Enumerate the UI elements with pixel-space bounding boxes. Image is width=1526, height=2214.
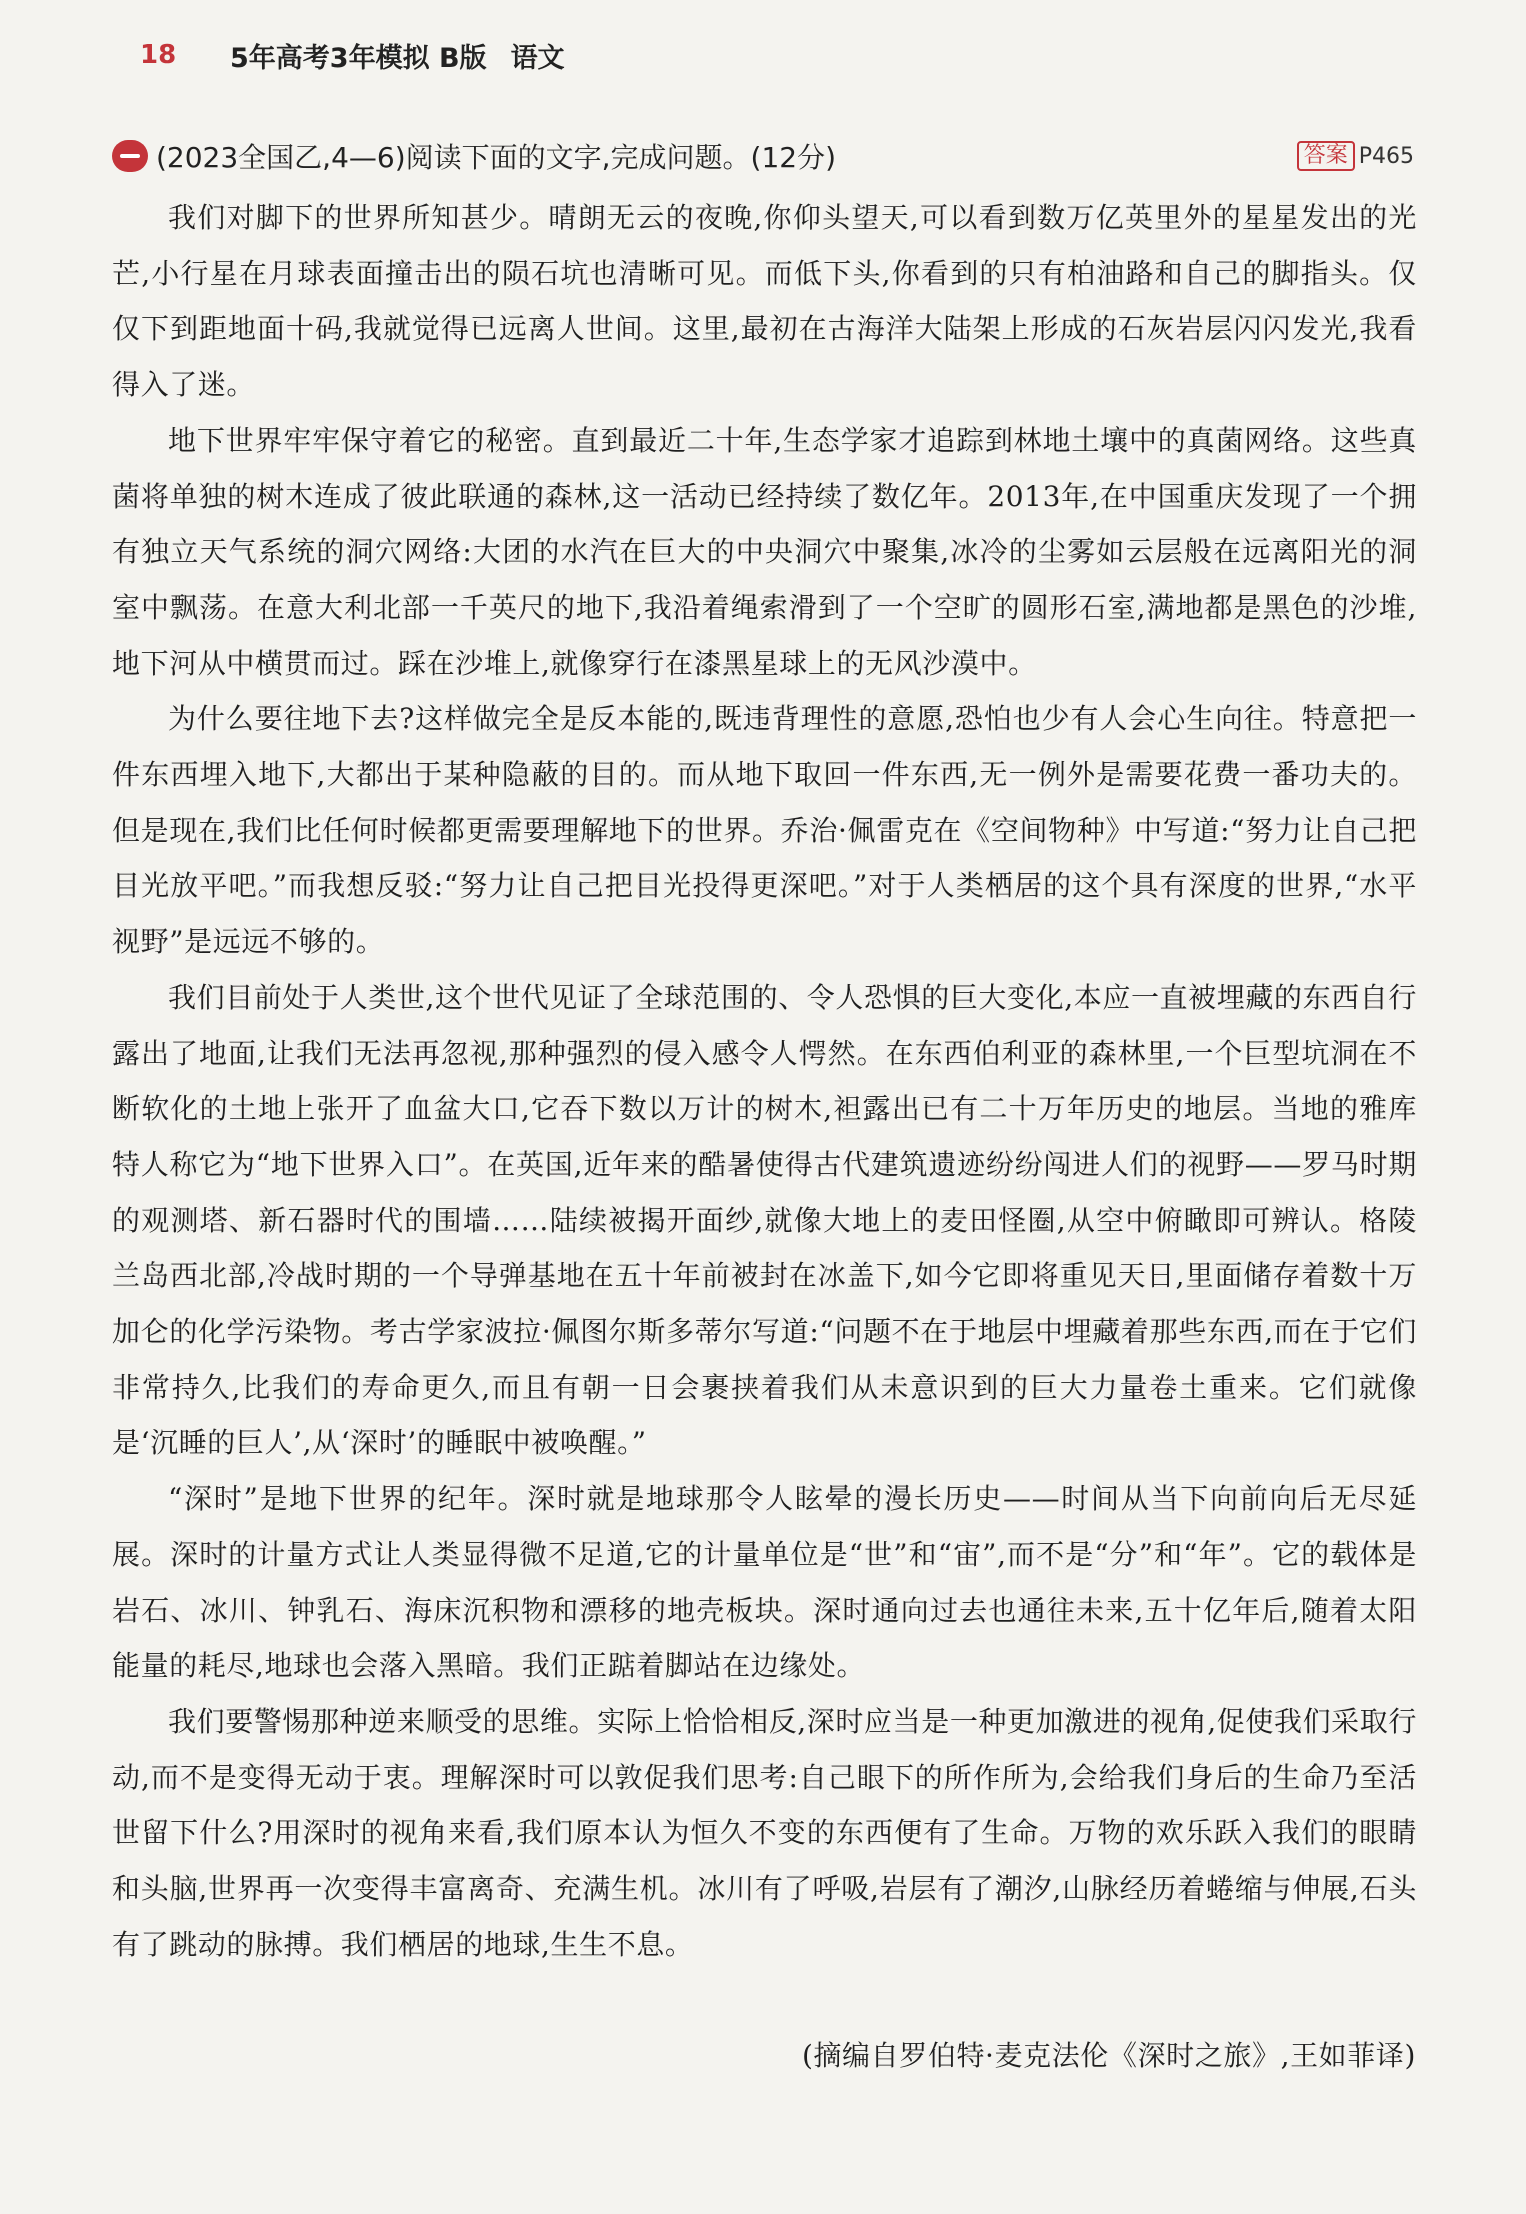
- article-body: [112, 190, 1417, 1973]
- page-header: [140, 32, 565, 78]
- source-citation: (摘编自罗伯特·麦克法伦《深时之旅》,王如菲译): [801, 2039, 1416, 2072]
- answer-page: P465: [1358, 143, 1414, 169]
- subject-label: 语文: [510, 42, 565, 74]
- book-series-title: 5年高考3年模拟 B版: [230, 42, 487, 74]
- question-title: (2023全国乙,4—6)阅读下面的文字,完成问题。(12分): [156, 141, 837, 174]
- paragraph-5: “深时”是地下世界的纪年。深时就是地球那令人眩晕的漫长历史——时间从当下向前向后无尽延展。深时的计量方式让人类显得微不足道,它的计量单位是“世”和“宙”,而不是“分”和“年”。它的载体是岩石、冰川、钟乳石、海床沉积物和漂移的地壳板块。深时通向过去也通往未来,五十亿年后,随着太阳能量的耗尽,地球也会落入黑暗。我们正踮着脚站在边缘处。: [112, 1482, 1417, 1683]
- answer-reference[interactable]: [1297, 141, 1414, 171]
- paragraph-6: 我们要警惕那种逆来顺受的思维。实际上恰恰相反,深时应当是一种更加激进的视角,促使我们采取行动,而不是变得无动于衷。理解深时可以敦促我们思考:自己眼下的所作所为,会给我们身后的生命乃至活世留下什么?用深时的视角来看,我们原本认为恒久不变的东西便有了生命。万物的欢乐跃入我们的眼睛和头脑,世界再一次变得丰富离奇、充满生机。冰川有了呼吸,岩层有了潮汐,山脉经历着蜷缩与伸展,石头有了跳动的脉搏。我们栖居的地球,生生不息。: [112, 1704, 1417, 1961]
- question-heading: [112, 134, 1414, 178]
- paragraph-1: 我们对脚下的世界所知甚少。晴朗无云的夜晚,你仰头望天,可以看到数万亿英里外的星星发出的光芒,小行星在月球表面撞击出的陨石坑也清晰可见。而低下头,你看到的只有柏油路和自己的脚指头。仅仅下到距地面十码,我就觉得已远离人世间。这里,最初在古海洋大陆架上形成的石灰岩层闪闪发光,我看得入了迷。: [112, 201, 1417, 402]
- paragraph-2: 地下世界牢牢保守着它的秘密。直到最近二十年,生态学家才追踪到林地土壤中的真菌网络。这些真菌将单独的树木连成了彼此联通的森林,这一活动已经持续了数亿年。2013年,在中国重庆发现了一个拥有独立天气系统的洞穴网络:大团的水汽在巨大的中央洞穴中聚集,冰冷的尘雾如云层般在远离阳光的洞室中飘荡。在意大利北部一千英尺的地下,我沿着绳索滑到了一个空旷的圆形石室,满地都是黑色的沙堆,地下河从中横贯而过。踩在沙堆上,就像穿行在漆黑星球上的无风沙漠中。: [112, 423, 1417, 680]
- paragraph-3: 为什么要往地下去?这样做完全是反本能的,既违背理性的意愿,恐怕也少有人会心生向往。特意把一件东西埋入地下,大都出于某种隐蔽的目的。而从地下取回一件东西,无一例外是需要花费一番功夫的。但是现在,我们比任何时候都更需要理解地下的世界。乔治·佩雷克在《空间物种》中写道:“努力让自己把目光放平吧。”而我想反驳:“努力让自己把目光投得更深吧。”对于人类栖居的这个具有深度的世界,“水平视野”是远远不够的。: [112, 702, 1417, 959]
- page-number: 18: [140, 40, 177, 70]
- paragraph-4: 我们目前处于人类世,这个世代见证了全球范围的、令人恐惧的巨大变化,本应一直被埋藏的东西自行露出了地面,让我们无法再忽视,那种强烈的侵入感令人愕然。在东西伯利亚的森林里,一个巨型坑洞在不断软化的土地上张开了血盆大口,它吞下数以万计的树木,袒露出已有二十万年历史的地层。当地的雅库特人称它为“地下世界入口”。在英国,近年来的酷暑使得古代建筑遗迹纷纷闯进人们的视野——罗马时期的观测塔、新石器时代的围墙……陆续被揭开面纱,就像大地上的麦田怪圈,从空中俯瞰即可辨认。格陵兰岛西北部,冷战时期的一个导弹基地在五十年前被封在冰盖下,如今它即将重见天日,里面储存着数十万加仑的化学污染物。考古学家波拉·佩图尔斯多蒂尔写道:“问题不在于地层中埋藏着那些东西,而在于它们非常持久,比我们的寿命更久,而且有朝一日会裹挟着我们从未意识到的巨大力量卷土重来。它们就像是‘沉睡的巨人’,从‘深时’的睡眠中被唤醒。”: [112, 980, 1417, 1460]
- answer-tag: 答案: [1297, 141, 1355, 171]
- question-marker-icon: [112, 140, 148, 172]
